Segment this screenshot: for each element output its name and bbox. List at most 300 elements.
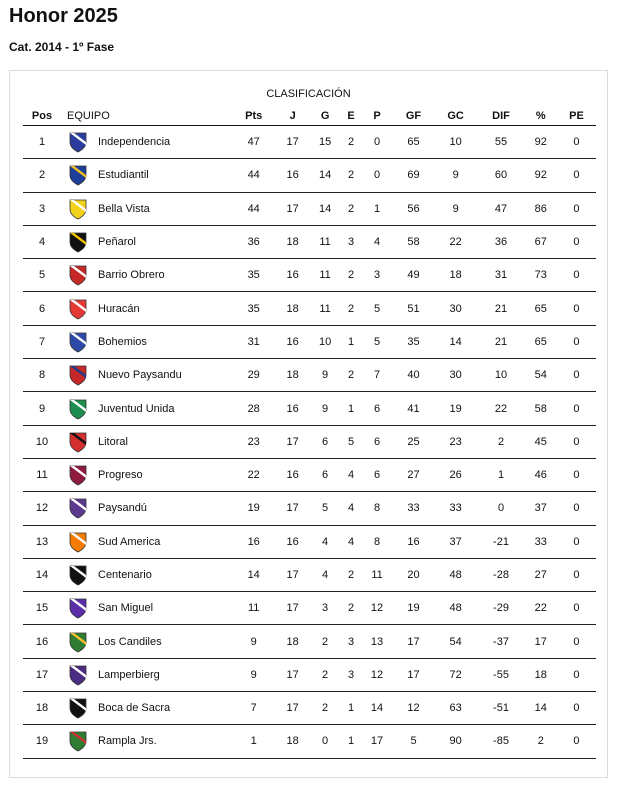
row-pos: 19 [23,725,61,758]
row-p: 6 [361,425,393,458]
row-gf: 12 [393,692,434,725]
row-g: 9 [309,359,341,392]
row-pos: 15 [23,592,61,625]
table-row[interactable] [23,126,596,159]
row-pct: 18 [525,658,557,691]
team-name[interactable]: Sud America [98,535,161,548]
independencia-crest-icon [67,131,89,153]
row-pe: 0 [557,126,596,159]
row-pe: 0 [557,259,596,292]
row-gc: 23 [434,425,478,458]
row-gf: 40 [393,359,434,392]
row-pts: 14 [231,558,276,591]
bohemios-crest-icon [67,331,89,353]
row-e: 4 [341,492,360,525]
standings-table [23,106,596,759]
row-team[interactable] [61,192,231,225]
penarol-crest-icon [67,231,89,253]
row-dif: -55 [478,658,525,691]
row-e: 2 [341,558,360,591]
table-row[interactable] [23,558,596,591]
page-subtitle: Cat. 2014 - 1º Fase [9,40,115,54]
row-pe: 0 [557,159,596,192]
row-pos: 18 [23,692,61,725]
row-gf: 56 [393,192,434,225]
table-row[interactable] [23,525,596,558]
row-gf: 5 [393,725,434,758]
row-pe: 0 [557,392,596,425]
row-pe: 0 [557,558,596,591]
row-dif: -85 [478,725,525,758]
team-name[interactable]: Bella Vista [98,202,150,215]
row-gc: 37 [434,525,478,558]
row-gc: 10 [434,126,478,159]
table-row[interactable] [23,592,596,625]
row-gf: 35 [393,325,434,358]
row-gf: 41 [393,392,434,425]
row-j: 16 [276,392,308,425]
row-pe: 0 [557,525,596,558]
row-j: 17 [276,592,308,625]
row-team[interactable] [61,159,231,192]
row-pts: 29 [231,359,276,392]
row-dif: -28 [478,558,525,591]
row-pos: 10 [23,425,61,458]
los-candiles-crest-icon [67,631,89,653]
row-e: 4 [341,525,360,558]
row-pos: 2 [23,159,61,192]
row-pct: 17 [525,625,557,658]
header-gc[interactable]: GC [434,106,478,126]
row-gc: 54 [434,625,478,658]
paysandu-crest-icon [67,497,89,519]
row-dif: 31 [478,259,525,292]
row-dif: 60 [478,159,525,192]
row-gf: 69 [393,159,434,192]
row-dif: 55 [478,126,525,159]
row-p: 12 [361,592,393,625]
row-g: 11 [309,259,341,292]
row-gc: 22 [434,225,478,258]
row-team[interactable] [61,126,231,159]
row-pos: 13 [23,525,61,558]
team-name[interactable]: Estudiantil [98,169,149,182]
row-pct: 14 [525,692,557,725]
row-gf: 20 [393,558,434,591]
row-p: 1 [361,192,393,225]
row-gf: 17 [393,658,434,691]
row-pos: 5 [23,259,61,292]
row-j: 16 [276,325,308,358]
row-gf: 49 [393,259,434,292]
row-pe: 0 [557,292,596,325]
row-gf: 25 [393,425,434,458]
row-dif: 1 [478,458,525,491]
team-name[interactable]: Progreso [98,469,143,482]
row-e: 1 [341,725,360,758]
row-team[interactable] [61,292,231,325]
row-p: 8 [361,492,393,525]
litoral-crest-icon [67,431,89,453]
row-j: 18 [276,225,308,258]
row-g: 0 [309,725,341,758]
row-pts: 7 [231,692,276,725]
row-pos: 6 [23,292,61,325]
row-p: 4 [361,225,393,258]
nuevo-paysandu-crest-icon [67,364,89,386]
team-name[interactable]: Rampla Jrs. [98,735,157,748]
team-name[interactable]: Huracán [98,302,140,315]
header-pts[interactable]: Pts [231,106,276,126]
row-p: 0 [361,159,393,192]
header-pe[interactable]: PE [557,106,596,126]
row-g: 14 [309,159,341,192]
row-j: 18 [276,292,308,325]
row-dif: 36 [478,225,525,258]
row-gc: 30 [434,292,478,325]
row-pe: 0 [557,458,596,491]
row-dif: 2 [478,425,525,458]
team-name[interactable]: Independencia [98,136,171,149]
row-e: 2 [341,259,360,292]
row-pe: 0 [557,625,596,658]
row-gc: 26 [434,458,478,491]
row-j: 17 [276,126,308,159]
row-g: 11 [309,292,341,325]
row-pct: 58 [525,392,557,425]
row-pts: 16 [231,525,276,558]
row-pct: 86 [525,192,557,225]
row-team[interactable] [61,259,231,292]
row-pct: 65 [525,292,557,325]
row-pts: 28 [231,392,276,425]
table-row[interactable] [23,359,596,392]
row-dif: -51 [478,692,525,725]
row-dif: 10 [478,359,525,392]
row-g: 2 [309,692,341,725]
header-gf[interactable]: GF [393,106,434,126]
team-name[interactable]: Litoral [98,435,128,448]
row-j: 16 [276,159,308,192]
row-g: 2 [309,658,341,691]
row-team[interactable] [61,392,231,425]
row-p: 8 [361,525,393,558]
row-g: 4 [309,525,341,558]
row-pos: 4 [23,225,61,258]
row-dif: 0 [478,492,525,525]
row-gf: 27 [393,458,434,491]
row-pct: 27 [525,558,557,591]
row-e: 2 [341,192,360,225]
row-dif: -37 [478,625,525,658]
team-name[interactable]: Boca de Sacra [98,702,171,715]
team-name[interactable]: Lamperbierg [98,668,160,681]
row-p: 0 [361,126,393,159]
header-dif[interactable]: DIF [478,106,525,126]
row-pos: 1 [23,126,61,159]
row-pts: 9 [231,625,276,658]
row-pos: 14 [23,558,61,591]
row-team[interactable] [61,725,231,758]
row-e: 2 [341,592,360,625]
row-pe: 0 [557,359,596,392]
row-e: 3 [341,625,360,658]
row-pts: 35 [231,259,276,292]
row-team[interactable] [61,625,231,658]
row-team[interactable] [61,325,231,358]
row-team[interactable] [61,458,231,491]
table-caption: CLASIFICACIÓN [266,88,351,100]
table-row[interactable] [23,392,596,425]
row-gc: 18 [434,259,478,292]
row-pe: 0 [557,725,596,758]
row-g: 2 [309,625,341,658]
row-gf: 19 [393,592,434,625]
table-row[interactable] [23,292,596,325]
row-team[interactable] [61,359,231,392]
row-dif: -21 [478,525,525,558]
row-pe: 0 [557,658,596,691]
row-gf: 51 [393,292,434,325]
table-header-row [23,106,596,126]
row-e: 2 [341,292,360,325]
row-gf: 17 [393,625,434,658]
row-g: 15 [309,126,341,159]
team-name[interactable]: Bohemios [98,335,147,348]
row-pos: 12 [23,492,61,525]
row-pos: 7 [23,325,61,358]
row-pts: 47 [231,126,276,159]
row-pos: 16 [23,625,61,658]
row-j: 17 [276,425,308,458]
row-p: 7 [361,359,393,392]
row-pe: 0 [557,225,596,258]
row-pct: 92 [525,126,557,159]
row-j: 17 [276,658,308,691]
header-p[interactable]: P [361,106,393,126]
row-team[interactable] [61,425,231,458]
table-row[interactable] [23,625,596,658]
sud-america-crest-icon [67,531,89,553]
header-e[interactable]: E [341,106,360,126]
row-gc: 9 [434,159,478,192]
row-e: 3 [341,658,360,691]
team-name[interactable]: Juventud Unida [98,402,175,415]
row-j: 17 [276,558,308,591]
row-pct: 37 [525,492,557,525]
row-dif: 47 [478,192,525,225]
row-g: 10 [309,325,341,358]
row-pct: 54 [525,359,557,392]
row-pts: 19 [231,492,276,525]
lamperbierg-crest-icon [67,664,89,686]
row-pts: 11 [231,592,276,625]
row-pts: 44 [231,159,276,192]
team-name[interactable]: Peñarol [98,236,136,249]
row-pct: 73 [525,259,557,292]
row-team[interactable] [61,225,231,258]
row-g: 14 [309,192,341,225]
team-name[interactable]: San Miguel [98,602,154,615]
row-dif: 21 [478,325,525,358]
row-g: 6 [309,425,341,458]
barrio-obrero-crest-icon [67,264,89,286]
row-gf: 33 [393,492,434,525]
row-g: 9 [309,392,341,425]
table-row[interactable] [23,259,596,292]
table-row[interactable] [23,658,596,691]
row-p: 5 [361,325,393,358]
row-e: 4 [341,458,360,491]
row-pct: 65 [525,325,557,358]
table-row[interactable] [23,492,596,525]
header-pos[interactable]: Pos [23,106,61,126]
table-row[interactable] [23,692,596,725]
row-team[interactable] [61,558,231,591]
row-pe: 0 [557,325,596,358]
row-pts: 35 [231,292,276,325]
row-gc: 33 [434,492,478,525]
row-gc: 30 [434,359,478,392]
row-j: 17 [276,192,308,225]
progreso-crest-icon [67,464,89,486]
rampla-jrs-crest-icon [67,730,89,752]
boca-de-sacra-crest-icon [67,697,89,719]
row-pos: 3 [23,192,61,225]
row-e: 2 [341,359,360,392]
table-row[interactable] [23,425,596,458]
row-e: 2 [341,126,360,159]
row-gc: 14 [434,325,478,358]
row-p: 14 [361,692,393,725]
row-pct: 92 [525,159,557,192]
row-pts: 23 [231,425,276,458]
row-pos: 8 [23,359,61,392]
row-pct: 33 [525,525,557,558]
row-team[interactable] [61,525,231,558]
row-pts: 44 [231,192,276,225]
row-gc: 48 [434,592,478,625]
table-row[interactable] [23,725,596,758]
row-p: 5 [361,292,393,325]
table-row[interactable] [23,225,596,258]
row-pos: 17 [23,658,61,691]
row-gc: 90 [434,725,478,758]
row-p: 3 [361,259,393,292]
row-pct: 22 [525,592,557,625]
row-e: 1 [341,325,360,358]
row-pe: 0 [557,425,596,458]
row-e: 5 [341,425,360,458]
centenario-crest-icon [67,564,89,586]
row-pos: 9 [23,392,61,425]
row-pct: 67 [525,225,557,258]
bella-vista-crest-icon [67,198,89,220]
row-pe: 0 [557,192,596,225]
header-j[interactable]: J [276,106,308,126]
row-pts: 1 [231,725,276,758]
row-pts: 9 [231,658,276,691]
standings-card [9,70,608,778]
team-name[interactable]: Barrio Obrero [98,269,165,282]
table-row[interactable] [23,192,596,225]
row-gc: 48 [434,558,478,591]
table-row[interactable] [23,159,596,192]
row-e: 1 [341,392,360,425]
row-e: 1 [341,692,360,725]
row-team[interactable] [61,492,231,525]
row-gc: 72 [434,658,478,691]
row-gf: 16 [393,525,434,558]
san-miguel-crest-icon [67,597,89,619]
table-row[interactable] [23,325,596,358]
estudiantil-crest-icon [67,164,89,186]
row-e: 3 [341,225,360,258]
juventud-unida-crest-icon [67,398,89,420]
row-team[interactable] [61,692,231,725]
row-g: 6 [309,458,341,491]
row-pct: 2 [525,725,557,758]
row-p: 17 [361,725,393,758]
row-j: 18 [276,359,308,392]
row-j: 16 [276,259,308,292]
team-name[interactable]: Nuevo Paysandu [98,369,182,382]
header-pct[interactable]: % [525,106,557,126]
row-j: 17 [276,492,308,525]
table-row[interactable] [23,458,596,491]
row-gc: 9 [434,192,478,225]
team-name[interactable]: Paysandú [98,502,147,515]
row-pe: 0 [557,692,596,725]
row-pe: 0 [557,592,596,625]
row-dif: 21 [478,292,525,325]
row-j: 17 [276,692,308,725]
row-dif: -29 [478,592,525,625]
row-j: 16 [276,525,308,558]
row-p: 13 [361,625,393,658]
row-dif: 22 [478,392,525,425]
row-e: 2 [341,159,360,192]
row-j: 16 [276,458,308,491]
row-p: 6 [361,458,393,491]
row-pts: 31 [231,325,276,358]
page-title: Honor 2025 [9,5,118,27]
row-team[interactable] [61,592,231,625]
row-g: 11 [309,225,341,258]
row-g: 5 [309,492,341,525]
huracan-crest-icon [67,298,89,320]
row-pe: 0 [557,492,596,525]
row-pos: 11 [23,458,61,491]
row-pct: 46 [525,458,557,491]
team-name[interactable]: Los Candiles [98,635,162,648]
row-team[interactable] [61,658,231,691]
row-pts: 36 [231,225,276,258]
row-gc: 19 [434,392,478,425]
team-name[interactable]: Centenario [98,569,152,581]
row-gf: 65 [393,126,434,159]
row-j: 18 [276,725,308,758]
row-g: 4 [309,558,341,591]
header-team[interactable]: EQUIPO [61,106,231,126]
row-p: 12 [361,658,393,691]
row-pct: 45 [525,425,557,458]
row-p: 6 [361,392,393,425]
header-g[interactable]: G [309,106,341,126]
row-gc: 63 [434,692,478,725]
row-gf: 58 [393,225,434,258]
row-pts: 22 [231,458,276,491]
